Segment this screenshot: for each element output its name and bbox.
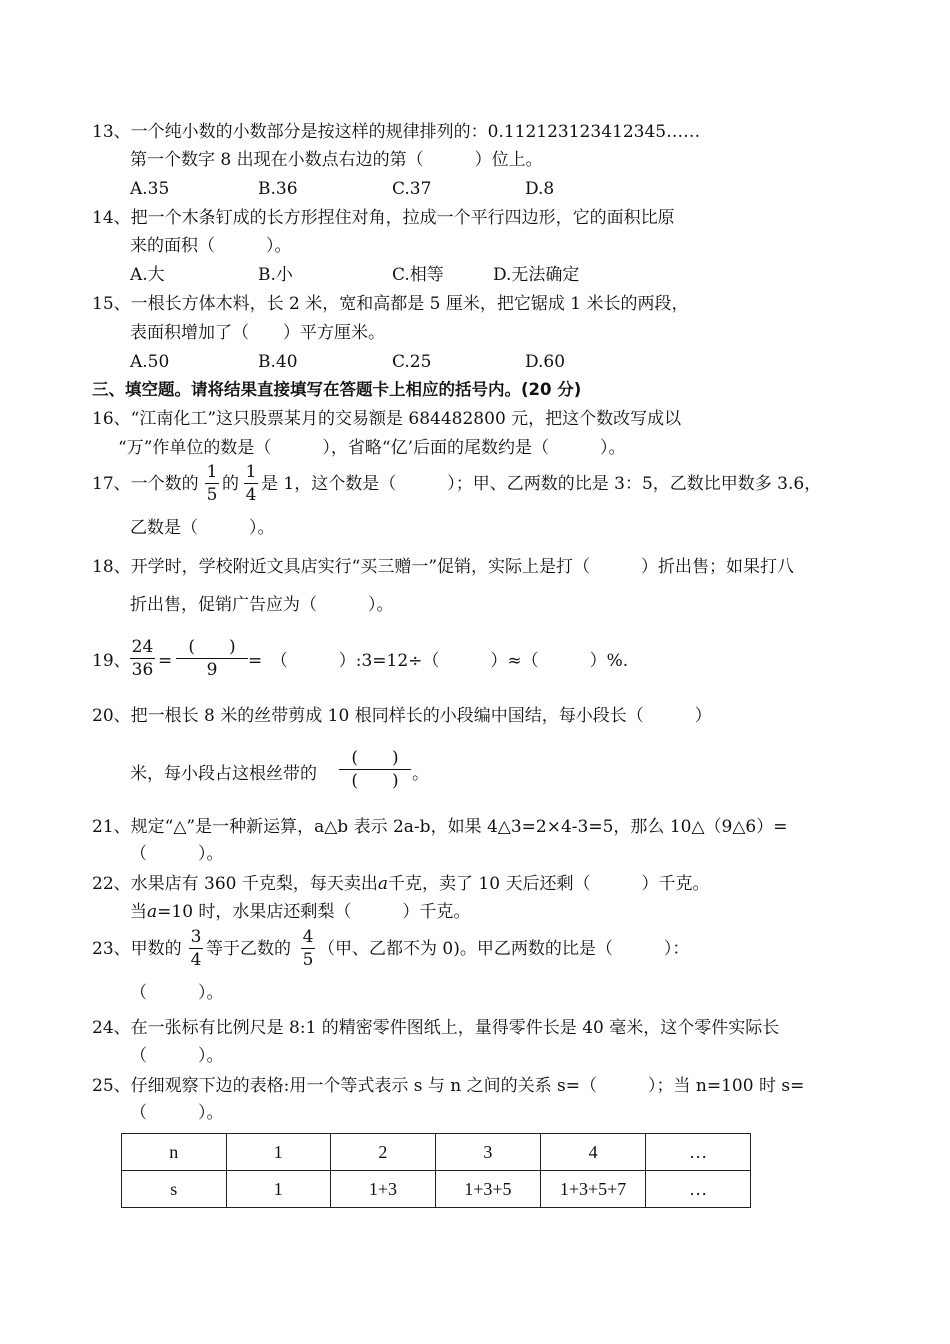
q19-text-post: = （ ）:3=12÷（ ）≈（ ）%. xyxy=(248,651,629,671)
q20-fraction-num: ( ) xyxy=(351,748,399,768)
q15-line1: 15、一根长方体木料，长 2 米，宽和高都是 5 厘米，把它锯成 1 米长的两段， xyxy=(92,294,689,314)
table-cell: 2 xyxy=(331,1134,436,1171)
q23-line2: （ ）。 xyxy=(130,983,224,1003)
q25-line1: 25、仔细观察下边的表格:用一个等式表示 s 与 n 之间的关系 s=（ ）；当 n=100 时 s= xyxy=(92,1076,805,1096)
q25-line2: （ ）。 xyxy=(130,1103,224,1123)
q22-line2-post: =10 时，水果店还剩梨（ ）千克。 xyxy=(157,902,471,922)
q19-fraction-1-num: 24 xyxy=(131,637,154,657)
q15-option-a: A.50 xyxy=(130,352,170,372)
q22-variable-a: a xyxy=(377,874,389,894)
q22-variable-a-2: a xyxy=(147,902,158,922)
q19-fraction-2-num: ( ) xyxy=(188,637,236,657)
q18-line1: 18、开学时，学校附近文具店实行“买三赠一”促销，实际上是打（ ）折出售；如果打八 xyxy=(92,557,795,577)
q21-line1: 21、规定“△”是一种新运算，a△b 表示 2a-b，如果 4△3=2×4-3=5，那么 10△（9△6）= xyxy=(92,817,788,837)
table-cell: 1+3+5 xyxy=(435,1171,540,1208)
q13-option-b: B.36 xyxy=(258,179,298,199)
q23-text-mid: 等于乙数的 xyxy=(206,939,291,959)
q17-fraction-1 xyxy=(205,462,219,505)
q20-fraction xyxy=(339,748,411,791)
table-cell: 1 xyxy=(226,1171,331,1208)
table-cell: 1 xyxy=(226,1134,331,1171)
q24-line1: 24、在一张标有比例尺是 8:1 的精密零件图纸上，量得零件长是 40 毫米，这个零件实际长 xyxy=(92,1018,780,1038)
sequence-table xyxy=(121,1133,751,1208)
q22-line1-post: 千克，卖了 10 天后还剩（ ）千克。 xyxy=(388,874,710,894)
q14-line2: 来的面积（ ）。 xyxy=(130,236,292,256)
q23-fraction-1-num: 3 xyxy=(190,927,202,947)
table-cell: n xyxy=(122,1134,227,1171)
q23-fraction-2 xyxy=(301,927,315,970)
q22-line2 xyxy=(130,901,470,923)
q20-fraction-den: ( ) xyxy=(351,771,399,791)
q17-text-mid: 的 xyxy=(222,474,239,494)
q19-fraction-2-den: 9 xyxy=(206,660,218,680)
q17-line2: 乙数是（ ）。 xyxy=(130,518,275,538)
q17-fraction-2-den: 4 xyxy=(245,485,257,505)
q13-line1: 13、一个纯小数的小数部分是按这样的规律排列的：0.112123123412345…… xyxy=(92,122,701,142)
q14-line1: 14、把一个木条钉成的长方形捏住对角，拉成一个平行四边形，它的面积比原 xyxy=(92,208,675,228)
q22-line2-pre: 当 xyxy=(130,902,147,922)
q19-fraction-1-den: 36 xyxy=(131,660,154,680)
table-cell: 1+3+5+7 xyxy=(540,1171,645,1208)
q20-line1: 20、把一根长 8 米的丝带剪成 10 根同样长的小段编中国结，每小段长（ ） xyxy=(92,706,712,726)
q19-fraction-2 xyxy=(176,637,248,680)
q14-option-a: A.大 xyxy=(130,265,165,285)
q23-text-pre: 23、甲数的 xyxy=(92,939,182,959)
q19-equals: = xyxy=(158,651,173,671)
table-cell: 4 xyxy=(540,1134,645,1171)
q15-option-d: D.60 xyxy=(525,352,566,372)
q15-option-b: B.40 xyxy=(258,352,298,372)
q17-text-post: 是 1，这个数是（ ）；甲、乙两数的比是 3：5，乙数比甲数多 3.6， xyxy=(261,474,822,494)
q19-label: 19、 xyxy=(92,651,131,671)
q23-fraction-1 xyxy=(189,927,203,970)
q16-line1: 16、“江南化工”这只股票某月的交易额是 684482800 元，把这个数改写成以 xyxy=(92,409,682,429)
q16-line2: “万”作单位的数是（ ），省略“亿’后面的尾数约是（ ）。 xyxy=(118,438,626,458)
q14-option-b: B.小 xyxy=(258,265,293,285)
q22-line1-pre: 22、水果店有 360 千克梨，每天卖出 xyxy=(92,874,378,894)
q18-line2: 折出售，促销广告应为（ ）。 xyxy=(130,595,394,615)
q23-fraction-2-num: 4 xyxy=(302,927,314,947)
q14-option-c: C.相等 xyxy=(392,265,444,285)
table-cell: 1+3 xyxy=(331,1171,436,1208)
q15-option-c: C.25 xyxy=(392,352,432,372)
q13-option-d: D.8 xyxy=(525,179,555,199)
q13-option-a: A.35 xyxy=(130,179,170,199)
q20-line2-pre: 米，每小段占这根丝带的 xyxy=(130,764,317,784)
q21-line2: （ ）。 xyxy=(130,844,224,864)
q19-fraction-1 xyxy=(130,637,155,680)
q17-fraction-2 xyxy=(244,462,258,505)
q17-fraction-1-num: 1 xyxy=(206,462,218,482)
q14-option-d: D.无法确定 xyxy=(493,265,580,285)
table-cell: … xyxy=(646,1171,751,1208)
q20-line2-post: 。 xyxy=(412,764,429,784)
table-cell: s xyxy=(122,1171,227,1208)
q24-line2: （ ）。 xyxy=(130,1046,224,1066)
q13-line2: 第一个数字 8 出现在小数点右边的第（ ）位上。 xyxy=(130,150,543,170)
q23-fraction-1-den: 4 xyxy=(190,950,202,970)
q17-fraction-2-num: 1 xyxy=(245,462,257,482)
q17-text-pre: 17、一个数的 xyxy=(92,474,199,494)
q13-option-c: C.37 xyxy=(392,179,432,199)
q22-line1 xyxy=(92,873,709,895)
section-3-heading: 三、填空题。请将结果直接填写在答题卡上相应的括号内。(20 分) xyxy=(92,380,582,399)
table-row-n xyxy=(122,1134,751,1171)
table-cell: … xyxy=(646,1134,751,1171)
table-row-s xyxy=(122,1171,751,1208)
q17-fraction-1-den: 5 xyxy=(206,485,218,505)
table-cell: 3 xyxy=(435,1134,540,1171)
q23-fraction-2-den: 5 xyxy=(302,950,314,970)
q23-text-post: （甲、乙都不为 0)。甲乙两数的比是（ ）： xyxy=(318,939,690,959)
q15-line2: 表面积增加了（ ）平方厘米。 xyxy=(130,323,385,343)
